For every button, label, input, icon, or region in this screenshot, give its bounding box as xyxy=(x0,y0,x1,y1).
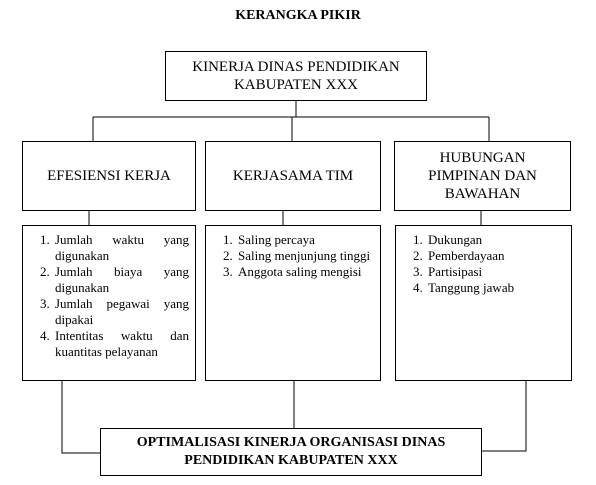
indicator-list xyxy=(23,226,195,360)
category-box-efficiency xyxy=(22,141,196,211)
category-box-leadership-relation xyxy=(394,141,571,211)
list-item: 3. Anggota saling mengisi xyxy=(236,264,374,280)
list-item: 2. Jumlah biaya yang digunakan xyxy=(53,264,189,296)
category-label-line-2: PIMPINAN DAN xyxy=(428,168,537,184)
list-item: 1. Jumlah waktu yang digunakan xyxy=(53,232,189,264)
list-item: 4. Intentitas waktu dan kuantitas pelayanan xyxy=(53,328,189,360)
list-item: 3. Partisipasi xyxy=(426,264,565,280)
category-label: EFESIENSI KERJA xyxy=(47,168,171,184)
outcome-line-2: PENDIDIKAN KABUPATEN XXX xyxy=(184,453,398,468)
list-item: 1. Saling percaya xyxy=(236,232,374,248)
indicator-list xyxy=(396,226,571,296)
list-item: 1. Dukungan xyxy=(426,232,565,248)
indicator-list-box-teamwork xyxy=(205,225,381,381)
indicator-list xyxy=(206,226,380,280)
list-item: 2. Saling menjunjung tinggi xyxy=(236,248,374,264)
category-label-line-3: BAWAHAN xyxy=(444,186,521,202)
indicator-list-box-leadership-relation xyxy=(395,225,572,381)
list-item: 4. Tanggung jawab xyxy=(426,280,565,296)
connector-bottom-right xyxy=(482,381,526,451)
list-item: 2. Pemberdayaan xyxy=(426,248,565,264)
top-goal-box xyxy=(165,51,427,101)
top-goal-line-1: KINERJA DINAS PENDIDIKAN xyxy=(192,59,400,75)
diagram-title: KERANGKA PIKIR xyxy=(235,8,361,23)
top-goal-line-2: KABUPATEN XXX xyxy=(233,77,359,93)
indicator-list-box-efficiency xyxy=(22,225,196,381)
category-label-line-1: HUBUNGAN xyxy=(439,150,526,166)
outcome-box xyxy=(100,428,482,476)
category-label: KERJASAMA TIM xyxy=(232,168,354,184)
list-item: 3. Jumlah pegawai yang dipakai xyxy=(53,296,189,328)
outcome-line-1: OPTIMALISASI KINERJA ORGANISASI DINAS xyxy=(136,435,446,450)
category-box-teamwork xyxy=(205,141,381,211)
connector-bottom-left xyxy=(62,381,100,453)
